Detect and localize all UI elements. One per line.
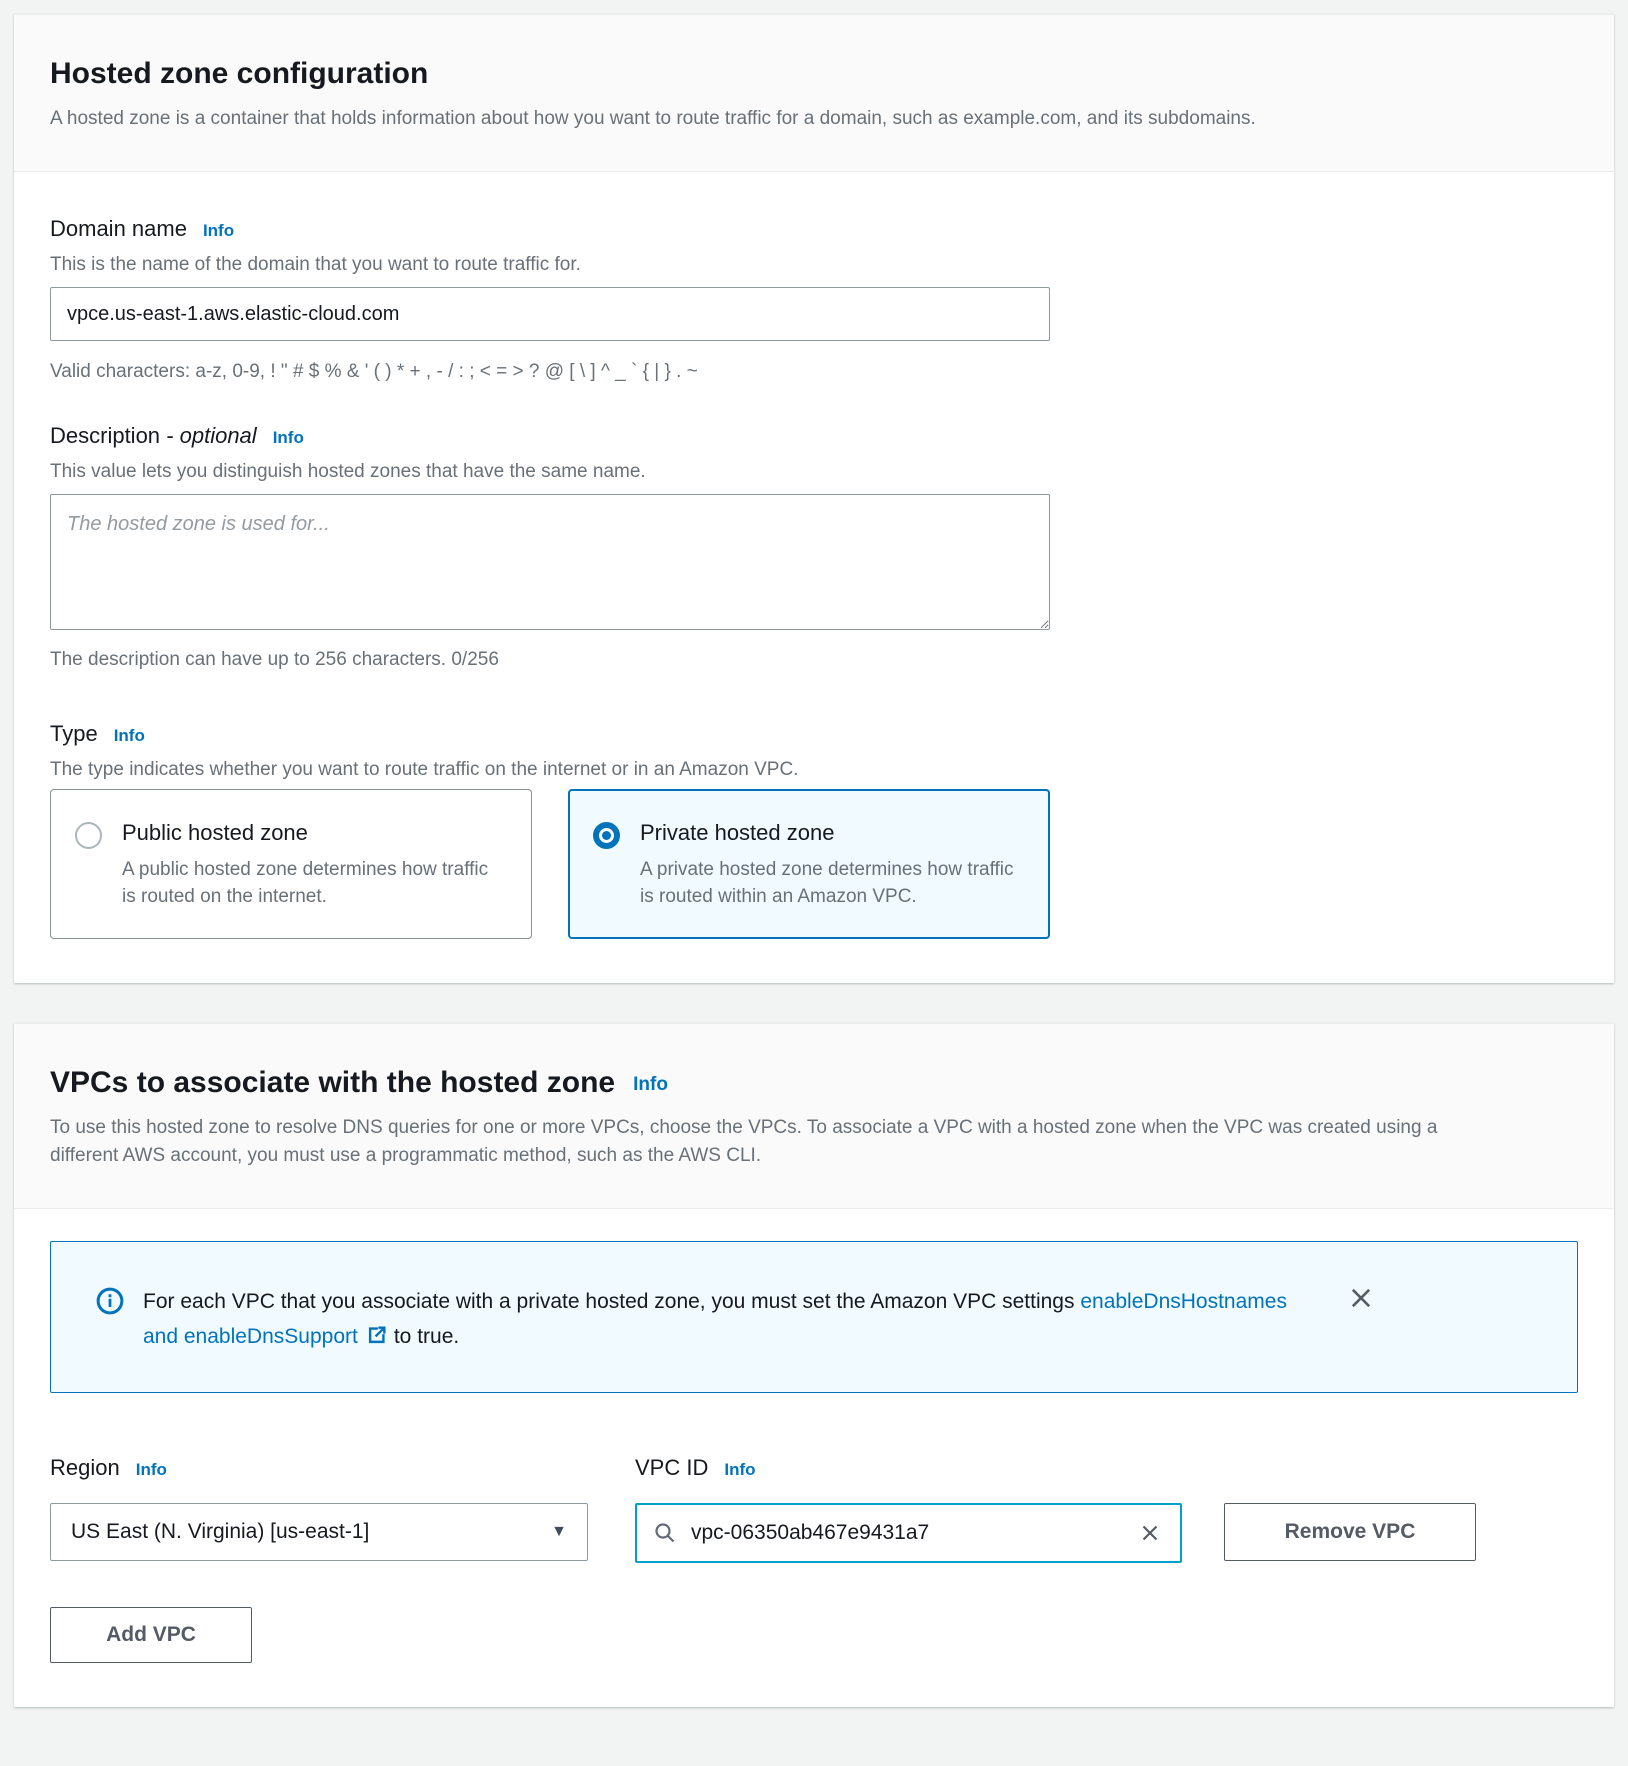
private-hosted-zone-description: A private hosted zone determines how traffic is routed within an Amazon VPC. — [640, 859, 1014, 907]
vpc-id-label: VPC ID — [635, 1455, 709, 1480]
radio-selected-icon[interactable] — [593, 822, 620, 849]
type-info-link[interactable]: Info — [113, 726, 145, 745]
card-description: A hosted zone is a container that holds information about how you want to route traffic for a domain, such as example.com, and its subdomains. — [50, 108, 1256, 129]
hosted-zone-card-header — [14, 15, 1614, 172]
vpc-card-content — [14, 1241, 1614, 1707]
card-title-hosted-zone-configuration: Hosted zone configuration — [50, 57, 429, 90]
description-textarea[interactable] — [50, 494, 1050, 630]
external-link-icon — [366, 1322, 388, 1357]
region-label: Region — [50, 1455, 120, 1480]
search-icon — [653, 1521, 677, 1545]
vpc-id-info-link[interactable]: Info — [724, 1460, 756, 1479]
private-hosted-zone-option[interactable] — [568, 789, 1050, 939]
public-hosted-zone-option[interactable] — [50, 789, 532, 939]
region-info-link[interactable]: Info — [135, 1460, 167, 1479]
remove-vpc-button[interactable]: Remove VPC — [1224, 1503, 1476, 1561]
vpcs-info-link[interactable]: Info — [633, 1074, 668, 1095]
enable-dns-settings-link[interactable]: enableDnsHostnames and enableDnsSupport — [143, 1290, 1287, 1348]
region-select[interactable] — [50, 1503, 588, 1561]
alert-message: For each VPC that you associate with a private hosted zone, you must set the Amazon VPC settings enableDnsHostnames and enableDnsSupport to true. — [143, 1284, 1323, 1357]
description-label: Description - optional — [50, 423, 257, 448]
description-character-count-text: The description can have up to 256 characters. 0/256 — [50, 649, 499, 670]
domain-name-help-text: This is the name of the domain that you want to route traffic for. — [50, 254, 581, 275]
info-circle-icon — [95, 1286, 125, 1321]
domain-name-info-link[interactable]: Info — [202, 221, 235, 240]
private-hosted-zone-title: Private hosted zone — [640, 820, 835, 845]
region-column — [50, 1455, 635, 1563]
public-hosted-zone-title: Public hosted zone — [122, 820, 308, 845]
vpc-id-column — [635, 1455, 1224, 1563]
vpc-card-description: To use this hosted zone to resolve DNS queries for one or more VPCs, choose the VPCs. To associate a VPC with a hosted zone when the VPC was created using a different AWS account, you must use a programmatic method, such as the AWS CLI. — [50, 1117, 1438, 1166]
region-selected-value: US East (N. Virginia) [us-east-1] — [71, 1520, 370, 1543]
remove-vpc-column — [1224, 1455, 1476, 1563]
domain-name-label: Domain name — [50, 216, 187, 241]
vpc-id-input[interactable] — [691, 1521, 1134, 1545]
hosted-zone-card-content — [14, 172, 1614, 983]
vpc-settings-info-alert — [50, 1241, 1578, 1393]
type-help-text: The type indicates whether you want to route traffic on the internet or in an Amazon VPC. — [50, 759, 799, 780]
vpc-id-search-box — [635, 1503, 1182, 1563]
domain-valid-characters-text: Valid characters: a-z, 0-9, ! " # $ % & ' ( ) * + , - / : ; < = > ? @ [ \ ] ^ _ ` { | } . ~ — [50, 361, 698, 382]
clear-vpc-id-button[interactable] — [1134, 1517, 1166, 1549]
description-info-link[interactable]: Info — [272, 428, 304, 447]
add-vpc-button[interactable]: Add VPC — [50, 1607, 252, 1663]
description-optional-suffix: - optional — [166, 423, 257, 448]
description-help-text: This value lets you distinguish hosted zones that have the same name. — [50, 461, 646, 482]
alert-close-button[interactable] — [1343, 1280, 1379, 1319]
vpc-card-header — [14, 1024, 1614, 1209]
public-hosted-zone-description: A public hosted zone determines how traffic is routed on the internet. — [122, 859, 489, 907]
hosted-zone-configuration-card — [14, 14, 1614, 983]
domain-name-input[interactable] — [50, 287, 1050, 341]
chevron-down-icon: ▼ — [551, 1523, 567, 1540]
type-label: Type — [50, 721, 98, 746]
radio-unselected-icon[interactable] — [75, 822, 102, 849]
vpcs-to-associate-card — [14, 1023, 1614, 1707]
card-title-vpcs-to-associate: VPCs to associate with the hosted zone — [50, 1066, 616, 1099]
